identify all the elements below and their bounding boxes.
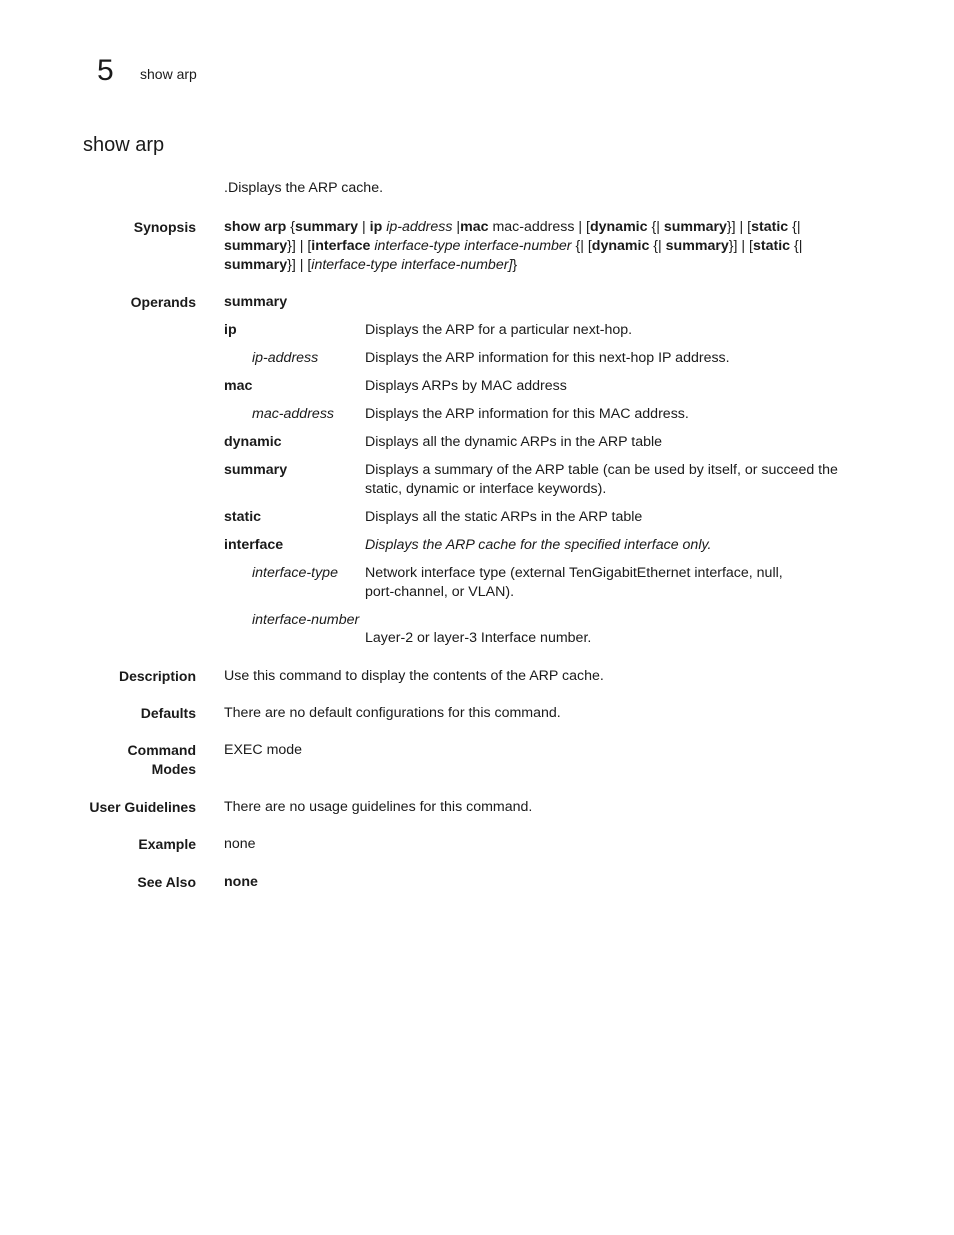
defaults-text: There are no default configurations for this command. (224, 705, 561, 721)
label-example: Example (138, 836, 196, 852)
operand-term: dynamic (224, 434, 282, 450)
synopsis-text: show arp {summary | ip ip-address |mac mac-address | [dynamic {| summary}] | [static {| summary}] | [interface interface-type interface-number {| [dynamic {| summary}] | [static {| summary}] | [interface-type interface-number]} (224, 219, 803, 273)
description-text: Use this command to display the contents of the ARP cache. (224, 668, 604, 684)
operand-desc: Displays a summary of the ARP table (can be used by itself, or succeed the static, dynamic or interface keywords). (365, 462, 838, 497)
operand-desc: Displays the ARP for a particular next-hop. (365, 322, 633, 338)
operand-term: ip (224, 322, 237, 338)
see-also-text: none (224, 874, 258, 890)
user-guidelines-text: There are no usage guidelines for this command. (224, 799, 533, 815)
operand-term: mac (224, 378, 253, 394)
intro-text: .Displays the ARP cache. (224, 180, 384, 196)
operand-term: static (224, 509, 262, 525)
operand-subterm: ip-address (252, 350, 319, 366)
running-title: show arp (140, 66, 197, 82)
operand-desc: Network interface type (external TenGigabitEthernet interface, null, port-channel, or VLAN). (365, 565, 783, 600)
example-text: none (224, 836, 256, 852)
label-user-guidelines: User Guidelines (89, 799, 196, 815)
operand-subterm: interface-type (252, 565, 338, 581)
page-title: show arp (83, 134, 165, 156)
label-defaults: Defaults (140, 705, 196, 721)
label-command-modes: Command Modes (127, 742, 196, 777)
operand-subterm: mac-address (252, 406, 335, 422)
operand-term: interface (224, 537, 284, 553)
operand-desc: Displays all the dynamic ARPs in the ARP table (365, 434, 663, 450)
operand-desc: Displays the ARP information for this MAC address. (365, 406, 689, 422)
chapter-number: 5 (97, 54, 114, 87)
label-description: Description (118, 668, 196, 684)
operand-desc: Layer-2 or layer-3 Interface number. (365, 630, 592, 646)
operand-subterm: interface-number (252, 612, 360, 628)
label-operands: Operands (130, 294, 196, 310)
operand-term: summary (224, 462, 288, 478)
operand-desc: Displays the ARP information for this next-hop IP address. (365, 350, 730, 366)
command-modes-text: EXEC mode (224, 742, 303, 758)
operand-desc: Displays ARPs by MAC address (365, 378, 567, 394)
label-synopsis: Synopsis (133, 219, 196, 235)
operand-header-term: summary (224, 294, 288, 310)
operand-desc: Displays the ARP cache for the specified interface only. (365, 537, 712, 553)
operand-desc: Displays all the static ARPs in the ARP table (365, 509, 643, 525)
label-see-also: See Also (137, 874, 196, 890)
